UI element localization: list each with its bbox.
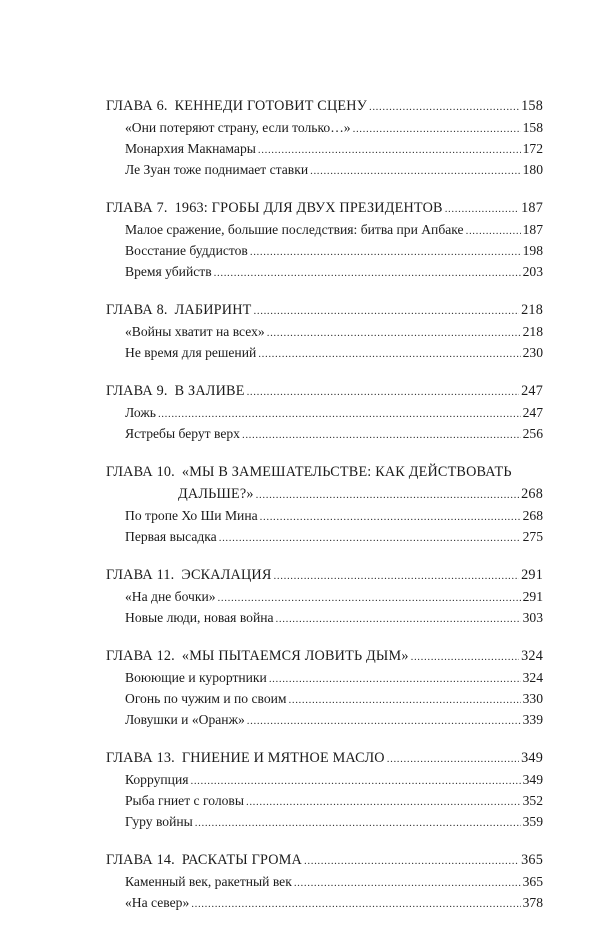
page-number: 172	[522, 141, 543, 156]
chapter-12	[106, 648, 543, 733]
chapter-title: «МЫ ПЫТАЕМСЯ ЛОВИТЬ ДЫМ»	[181, 648, 409, 664]
chapter-number: ГЛАВА 8.	[106, 302, 168, 318]
section-title: «На север»	[125, 895, 190, 910]
dot-leader	[369, 101, 519, 113]
page-number: 352	[522, 793, 543, 808]
section-title: Малое сражение, большие последствия: битва при Апбаке	[125, 222, 464, 237]
chapter-title: ЛАБИРИНТ	[174, 302, 252, 318]
dot-leader	[304, 855, 519, 867]
section-entry[interactable]	[106, 345, 543, 366]
dot-leader	[260, 511, 521, 523]
dot-leader	[269, 673, 521, 685]
page-number: 218	[521, 302, 543, 318]
page-number: 187	[521, 200, 543, 216]
dot-leader	[250, 246, 521, 258]
dot-leader	[256, 489, 519, 501]
section-entry[interactable]	[106, 529, 543, 550]
dot-leader	[158, 408, 521, 420]
dot-leader	[353, 123, 521, 135]
section-entry[interactable]	[106, 610, 543, 631]
dot-leader	[219, 532, 521, 544]
dot-leader	[242, 429, 521, 441]
chapter-heading[interactable]	[106, 648, 543, 670]
page-number: 324	[521, 648, 543, 664]
dot-leader	[258, 144, 521, 156]
section-title: «Войны хватит на всех»	[125, 324, 265, 339]
dot-leader	[218, 592, 521, 604]
section-title: Воюющие и курортники	[125, 670, 267, 685]
chapter-number: ГЛАВА 6.	[106, 98, 168, 114]
page-number: 378	[522, 895, 543, 910]
section-title: Монархия Макнамары	[125, 141, 256, 156]
dot-leader	[267, 327, 521, 339]
page-number: 187	[522, 222, 543, 237]
chapter-number: ГЛАВА 10.	[106, 464, 175, 480]
section-entry[interactable]	[106, 426, 543, 447]
chapter-13	[106, 750, 543, 835]
dot-leader	[445, 203, 519, 215]
section-title: Новые люди, новая война	[125, 610, 274, 625]
page-number: 365	[521, 852, 543, 868]
chapter-title: ГНИЕНИЕ И МЯТНОЕ МАСЛО	[181, 750, 385, 766]
section-title: «На дне бочки»	[125, 589, 216, 604]
page-number: 203	[522, 264, 543, 279]
page-number: 268	[521, 486, 543, 502]
dot-leader	[289, 694, 521, 706]
chapter-10	[106, 464, 543, 550]
chapter-title: «МЫ В ЗАМЕШАТЕЛЬСТВЕ: КАК ДЕЙСТВОВАТЬ	[181, 464, 512, 480]
dot-leader	[195, 817, 521, 829]
section-entry[interactable]	[106, 589, 543, 610]
section-entry[interactable]	[106, 120, 543, 141]
chapter-heading[interactable]	[106, 464, 543, 508]
page-number: 218	[522, 324, 543, 339]
page-number: 158	[521, 98, 543, 114]
chapter-number: ГЛАВА 13.	[106, 750, 175, 766]
page-number: 230	[522, 345, 543, 360]
dot-leader	[246, 796, 521, 808]
section-title: Рыба гниет с головы	[125, 793, 244, 808]
page-number: 339	[522, 712, 543, 727]
section-title: «Они потеряют страну, если только…»	[125, 120, 351, 135]
page-number: 324	[522, 670, 543, 685]
page-number: 247	[522, 405, 543, 420]
chapter-number: ГЛАВА 14.	[106, 852, 175, 868]
section-title: По тропе Хо Ши Мина	[125, 508, 258, 523]
page-number: 330	[522, 691, 543, 706]
chapter-7	[106, 200, 543, 285]
section-entry[interactable]	[106, 670, 543, 691]
section-entry[interactable]	[106, 793, 543, 814]
section-entry[interactable]	[106, 222, 543, 243]
chapter-heading[interactable]	[106, 383, 543, 405]
section-entry[interactable]	[106, 324, 543, 345]
dot-leader	[466, 225, 521, 237]
chapter-title: РАСКАТЫ ГРОМА	[181, 852, 303, 868]
section-entry[interactable]	[106, 264, 543, 285]
section-entry[interactable]	[106, 243, 543, 264]
chapter-heading[interactable]	[106, 302, 543, 324]
section-title: Ложь	[125, 405, 156, 420]
page-number: 349	[522, 772, 543, 787]
page-number: 198	[522, 243, 543, 258]
dot-leader	[411, 651, 520, 663]
dot-leader	[254, 305, 520, 317]
dot-leader	[191, 898, 520, 910]
page-number: 291	[521, 567, 543, 583]
chapter-number: ГЛАВА 9.	[106, 383, 168, 399]
section-title: Гуру войны	[125, 814, 193, 829]
dot-leader	[387, 753, 519, 765]
chapter-title: ЭСКАЛАЦИЯ	[181, 567, 272, 583]
section-title: Не время для решений	[125, 345, 257, 360]
page-number: 247	[521, 383, 543, 399]
section-entry[interactable]	[106, 772, 543, 793]
table-of-contents	[106, 98, 543, 933]
section-title: Огонь по чужим и по своим	[125, 691, 287, 706]
page-number: 268	[522, 508, 543, 523]
chapter-6	[106, 98, 543, 183]
chapter-title-continued: ДАЛЬШЕ?»	[178, 486, 254, 502]
dot-leader	[310, 165, 521, 177]
page-number: 158	[522, 120, 543, 135]
chapter-heading[interactable]	[106, 852, 543, 874]
section-entry[interactable]	[106, 874, 543, 895]
page-number: 359	[522, 814, 543, 829]
section-entry[interactable]	[106, 895, 543, 916]
section-title: Первая высадка	[125, 529, 217, 544]
page-number: 180	[522, 162, 543, 177]
section-title: Коррупция	[125, 772, 189, 787]
section-title: Ле Зуан тоже поднимает ставки	[125, 162, 309, 177]
chapter-heading[interactable]	[106, 567, 543, 589]
section-title: Каменный век, ракетный век	[125, 874, 292, 889]
chapter-heading[interactable]	[106, 200, 543, 222]
page-number: 349	[521, 750, 543, 766]
chapter-title: КЕННЕДИ ГОТОВИТ СЦЕНУ	[174, 98, 367, 114]
section-entry[interactable]	[106, 712, 543, 733]
chapter-11	[106, 567, 543, 631]
section-title: Ястребы берут верх	[125, 426, 240, 441]
chapter-8	[106, 302, 543, 366]
dot-leader	[274, 570, 520, 582]
page-number: 365	[522, 874, 543, 889]
section-title: Время убийств	[125, 264, 212, 279]
page-number: 303	[522, 610, 543, 625]
section-entry[interactable]	[106, 691, 543, 712]
dot-leader	[247, 386, 520, 398]
page-number: 256	[522, 426, 543, 441]
dot-leader	[190, 775, 520, 787]
chapter-number: ГЛАВА 7.	[106, 200, 168, 216]
section-entry[interactable]	[106, 814, 543, 835]
section-entry[interactable]	[106, 141, 543, 162]
section-title: Ловушки и «Оранж»	[125, 712, 245, 727]
section-entry[interactable]	[106, 508, 543, 529]
chapter-title: 1963: ГРОБЫ ДЛЯ ДВУХ ПРЕЗИДЕНТОВ	[174, 200, 443, 216]
dot-leader	[214, 267, 521, 279]
chapter-heading[interactable]	[106, 750, 543, 772]
chapter-number: ГЛАВА 12.	[106, 648, 175, 664]
page-number: 291	[522, 589, 543, 604]
section-entry[interactable]	[106, 405, 543, 426]
chapter-heading[interactable]	[106, 98, 543, 120]
dot-leader	[294, 877, 521, 889]
dot-leader	[276, 613, 521, 625]
chapter-title: В ЗАЛИВЕ	[174, 383, 245, 399]
page-number: 275	[522, 529, 543, 544]
dot-leader	[258, 348, 520, 360]
chapter-9	[106, 383, 543, 447]
chapter-number: ГЛАВА 11.	[106, 567, 175, 583]
section-title: Восстание буддистов	[125, 243, 248, 258]
dot-leader	[247, 715, 521, 727]
section-entry[interactable]	[106, 162, 543, 183]
